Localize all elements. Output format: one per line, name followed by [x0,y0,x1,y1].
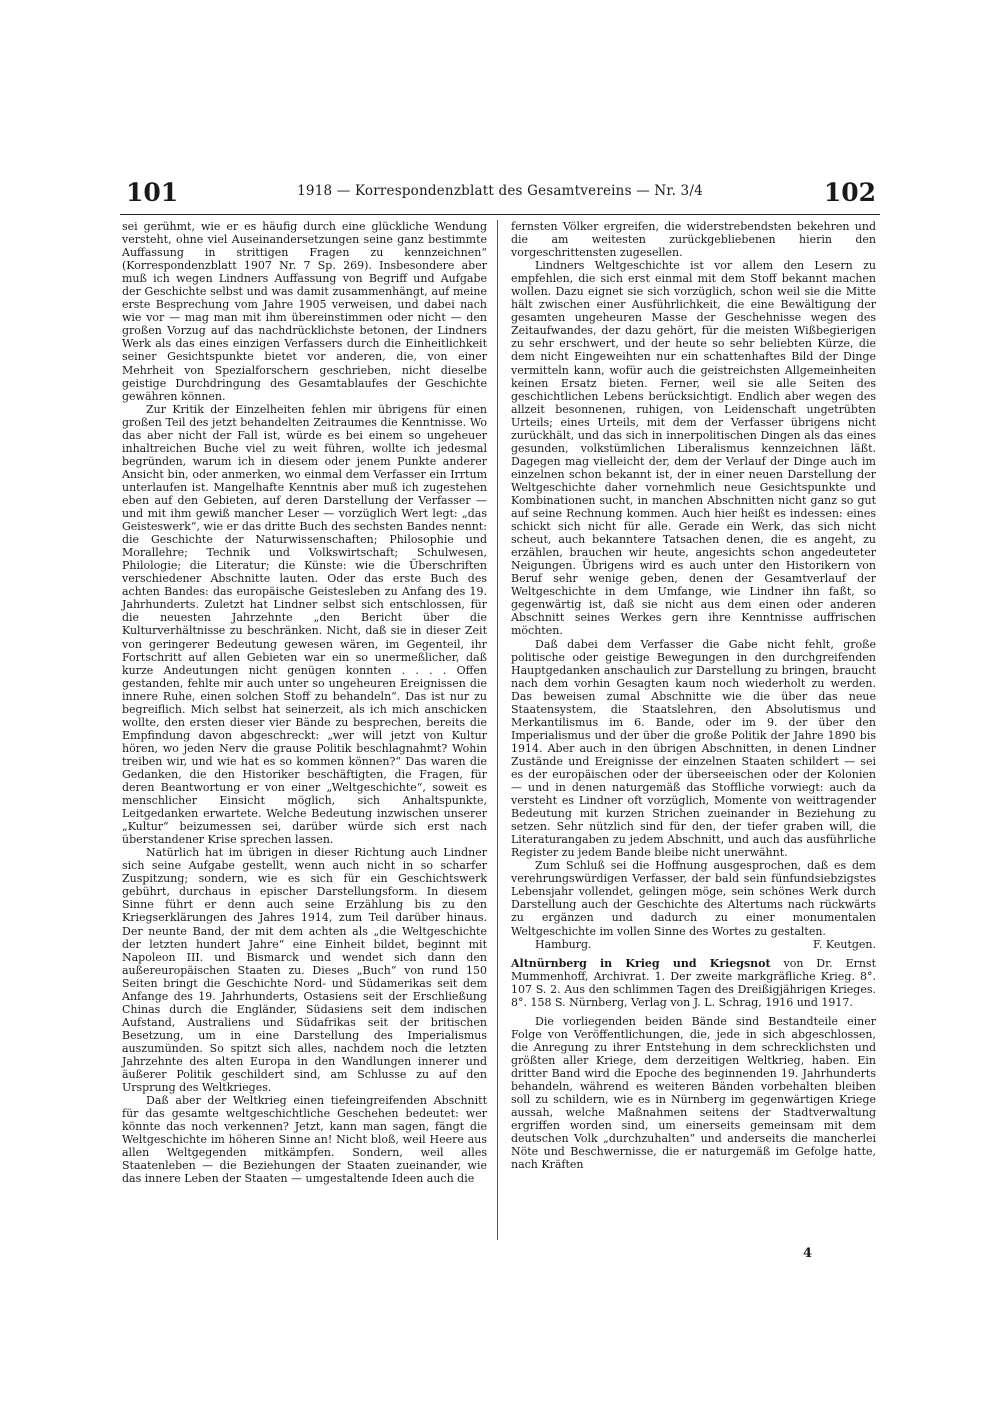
left-column [122,220,487,1185]
paragraph: Daß aber der Weltkrieg einen tiefeingreifenden Abschnitt für das gesamte weltgeschichtliche Geschehen bedeutet: wer könnte das noch verkennen? Jetzt, kann man sagen, fängt die Weltgeschichte im höheren Sinne an! Nicht bloß, weil Heere aus allen Weltgegenden mitkämpfen. Sondern, weil alles Staatenleben — die Beziehungen der Staaten zueinander, wie das innere Leben der Staaten — umgestaltende Ideen auch die [122,1094,487,1186]
signature-mark: 4 [803,1246,813,1261]
review-heading [511,957,876,1009]
paragraph: Zum Schluß sei die Hoffnung ausgesprochen, daß es dem verehrungswürdigen Verfasser, der bald sein fünfundsiebzigstes Lebensjahr vollendet, gelingen möge, sein schönes Werk durch Darstellung auch der Geschichte des Altertums nach rückwärts zu ergänzen und dadurch zu einer monumentalen Weltgeschichte im vollen Sinne des Wortes zu gestalten. [511,859,876,938]
paragraph: sei gerühmt, wie er es häufig durch eine glückliche Wendung versteht, ohne viel Auseinandersetzungen seine ganz bestimmte Auffassung in strittigen Fragen zu kennzeichnen“ (Korrespondenzblatt 1907 Nr. 7 Sp. 269). Insbesondere aber muß ich wegen Lindners Auffassung von Begriff und Aufgabe der Geschichte selbst und was damit zusammenhängt, auf meine erste Besprechung vom Jahre 1905 verweisen, und dabei nach wie vor — mag man mit ihm übereinstimmen oder nicht — den großen Vorzug auf das nachdrücklichste betonen, der Lindners Werk als das eines einzigen Verfassers durch die Einheitlichkeit seiner Gesichtspunkte bietet vor anderen, die, von einer Mehrheit von Spezialforschern geschrieben, nicht dieselbe geistige Durchdringung des Gesamtablaufes der Geschichte gewähren können. [122,220,487,403]
page-number-left: 101 [126,178,179,207]
review-title: Altnürnberg in Krieg und Kriegsnot [511,956,771,970]
signature-place: Hamburg. [535,937,592,951]
paragraph: fernsten Völker ergreifen, die widerstrebendsten bekehren und die am weitesten zurückgebliebenen hierin den vorgeschrittensten zugesellen. [511,220,876,260]
paragraph: Die vorliegenden beiden Bände sind Bestandteile einer Folge von Veröffentlichungen, die, jede in sich abgeschlossen, die Anregung zu ihrer Entstehung in dem schrecklichsten und größten aller Kriege, dem derzeitigen Weltkrieg, haben. Ein dritter Band wird die Epoche des beginnenden 19. Jahrhunderts behandeln, während es weiteren Bänden vorbehalten bleiben soll zu schildern, wie es in Nürnberg im gegenwärtigen Kriege aussah, welche Maßnahmen seitens der Stadtverwaltung ergriffen worden sind, um einerseits gemeinsam mit dem deutschen Volk „durchzuhalten“ und anderseits die mancherlei Nöte und Beschwernisse, die er naturgemäß im Gefolge hatte, nach Kräften [511,1014,876,1172]
paragraph: Zur Kritik der Einzelheiten fehlen mir übrigens für einen großen Teil des jetzt behandelten Zeitraumes die Kenntnisse. Wo das aber nicht der Fall ist, würde es bei einem so ungeheuer inhaltreichen Buche viel zu weit führen, wollte ich jedesmal begründen, warum ich in diesem oder jenem Punkte anderer Ansicht bin, oder anmerken, wo einmal dem Verfasser ein Irrtum unterlaufen ist. Mangelhafte Kenntnis aber muß ich zugestehen eben auf den Gebieten, auf deren Darstellung der Verfasser — und mit ihm gewiß mancher Leser — vorzüglich Wert legt: „das Geisteswerk“, wie er das dritte Buch des sechsten Bandes nennt: die Geschichte der Naturwissenschaften; Philosophie und Morallehre; Technik und Volkswirtschaft; Schulwesen, Philologie; die Literatur; die Künste: wie die Überschriften verschiedener Abschnitte lauten. Oder das erste Buch des achten Bandes: das europäische Geistesleben zu Anfang des 19. Jahrhunderts. Zuletzt hat Lindner selbst sich entschlossen, für die neuesten Jahrzehnte „den Bericht über die Kulturverhältnisse zu beschränken. Nicht, daß sie in dieser Zeit von geringerer Bedeutung gewesen wären, im Gegenteil, ihr Fortschritt auf allen Gebieten war ein so unermeßlicher, daß kurze Andeutungen nicht genügen konnten . . . . Offen gestanden, fehlte mir auch unter so ungeheuren Ereignissen die innere Ruhe, einen solchen Stoff zu behandeln“. Das ist nur zu begreiflich. Mich selbst hat seinerzeit, als ich mich anschicken wollte, den ersten dieser vier Bände zu besprechen, bereits die Empfindung davon abgeschreckt: „wer will jetzt von Kultur hören, wo jeden Nerv die grause Politik beschlagnahmt? Wohin treiben wir, und wie hat es so kommen können?“ Das waren die Gedanken, die den Historiker beschäftigten, die Fragen, für deren Beantwortung er von einer „Weltgeschichte“, soweit es menschlicher Einsicht möglich, sich Anhaltspunkte, Leitgedanken erwartete. Welche Bedeutung inzwischen unserer „Kultur“ beizumessen sei, darüber würde sich erst nach überstandener Krise sprechen lassen. [122,402,487,847]
paragraph: Daß dabei dem Verfasser die Gabe nicht fehlt, große politische oder geistige Bewegungen in den durchgreifenden Hauptgedanken anschaulich zur Darstellung zu bringen, braucht nach dem vorhin Gesagten kaum noch wiederholt zu werden. Das beweisen zumal Abschnitte wie die über das neue Staatensystem, die Staatslehren, den Absolutismus und Merkantilismus im 6. Bande, oder im 9. der über den Imperialismus und der über die große Politik der Jahre 1890 bis 1914. Aber auch in den übrigen Abschnitten, in denen Lindner Zustände und Ereignisse der einzelnen Staaten schildert — sei es der europäischen oder der überseeischen oder der Kolonien — und in denen naturgemäß das Stoffliche vorwiegt: auch da versteht es Lindner oft vorzüglich, Momente von weittragender Bedeutung mit kurzen Strichen zueinander in Beziehung zu setzen. Sehr nützlich sind für den, der tiefer graben will, die Literaturangaben zu jedem Abschnitt, und auch das ausführliche Register zu jedem Bande bleibe nicht unerwähnt. [511,637,876,860]
review-bibliography: von Dr. Ernst Mummenhoff, Archivrat. 1. Der zweite markgräfliche Krieg. 8°. 107 S. 2. Aus den schlimmen Tagen des Dreißigjährigen Krieges. 8°. 158 S. Nürnberg, Verlag von J. L. Schrag, 1916 und 1917. [511,956,877,1009]
signature-author: F. Keutgen. [813,937,876,951]
page-number-right: 102 [823,178,876,207]
column-divider [497,220,498,1240]
page-header [120,178,880,212]
right-column [511,220,876,1171]
header-rule [120,214,880,215]
signature-line [511,938,876,951]
running-title: 1918 — Korrespondenzblatt des Gesamtvereins — Nr. 3/4 [297,183,703,199]
paragraph: Natürlich hat im übrigen in dieser Richtung auch Lindner sich seine Aufgabe gestellt, wenn auch nicht in so scharfer Zuspitzung; sondern, wie es sich für ein Geschichtswerk gebührt, durchaus in epischer Darstellungsform. In diesem Sinne führt er denn auch seine Erzählung bis zu den Kriegserklärungen des Jahres 1914, zum Teil darüber hinaus. Der neunte Band, der mit dem achten als „die Weltgeschichte der letzten hundert Jahre“ eine Einheit bildet, beginnt mit Napoleon III. und Bismarck und wendet sich dann den außereuropäischen Staaten zu. Dieses „Buch“ von rund 150 Seiten bringt die Geschichte Nord- und Südamerikas seit dem Anfange des 19. Jahrhunderts, Ostasiens seit der Erschließung Chinas durch die Engländer, Südasiens seit dem indischen Aufstand, Australiens und Südafrikas seit der britischen Besetzung, um in eine Darstellung des Imperialismus auszumünden. So spitzt sich alles, nachdem noch die letzten Jahrzehnte des alten Europa in den Wandlungen innerer und äußerer Politik geschildert sind, am Schlusse zu auf den Ursprung des Weltkrieges. [122,846,487,1095]
paragraph: Lindners Weltgeschichte ist vor allem den Lesern zu empfehlen, die sich erst einmal mit dem Stoff bekannt machen wollen. Dazu eignet sie sich vorzüglich, schon weil sie die Mitte hält zwischen einer Ausführlichkeit, die eine Bewältigung der gesamten ungeheuren Masse der Geschehnisse wegen des Zeitaufwandes, der dazu gehört, für die meisten Wißbegierigen zu sehr erschwert, und der heute so sehr beliebten Kürze, die dem nicht Eingeweihten nur ein schattenhaftes Bild der Dinge vermitteln kann, wofür auch die geistreichsten Allgemeinheiten keinen Ersatz bieten. Ferner, weil sie alle Seiten des geschichtlichen Lebens berücksichtigt. Endlich aber wegen des allzeit besonnenen, ruhigen, von Leidenschaft ungetrübten Urteils; eines Urteils, mit dem der Verfasser übrigens nicht zurückhält, und das sich in innerpolitischen Dingen als das eines gesunden, volkstümlichen Liberalismus kennzeichnen läßt. Dagegen mag vielleicht der, dem der Verlauf der Dinge auch im einzelnen schon bekannt ist, der in einer neuen Darstellung der Weltgeschichte daher vornehmlich neue Gesichtspunkte und Kombinationen sucht, in manchen Abschnitten nicht ganz so gut auf seine Rechnung kommen. Auch hier heißt es indessen: eines schickt sich nicht für alle. Gerade ein Werk, das sich nicht scheut, auch bekanntere Tatsachen denen, die es angeht, zu erzählen, brauchen wir heute, angesichts schon angedeuteter Neigungen. Übrigens wird es auch unter den Historikern von Beruf sehr wenige geben, denen der Gesamtverlauf der Weltgeschichte in dem Umfange, wie Lindner ihn faßt, so gegenwärtig ist, daß sie nicht aus dem einen oder anderen Abschnitt seines Werkes gern ihre Kenntnisse auffrischen möchten. [511,259,876,638]
